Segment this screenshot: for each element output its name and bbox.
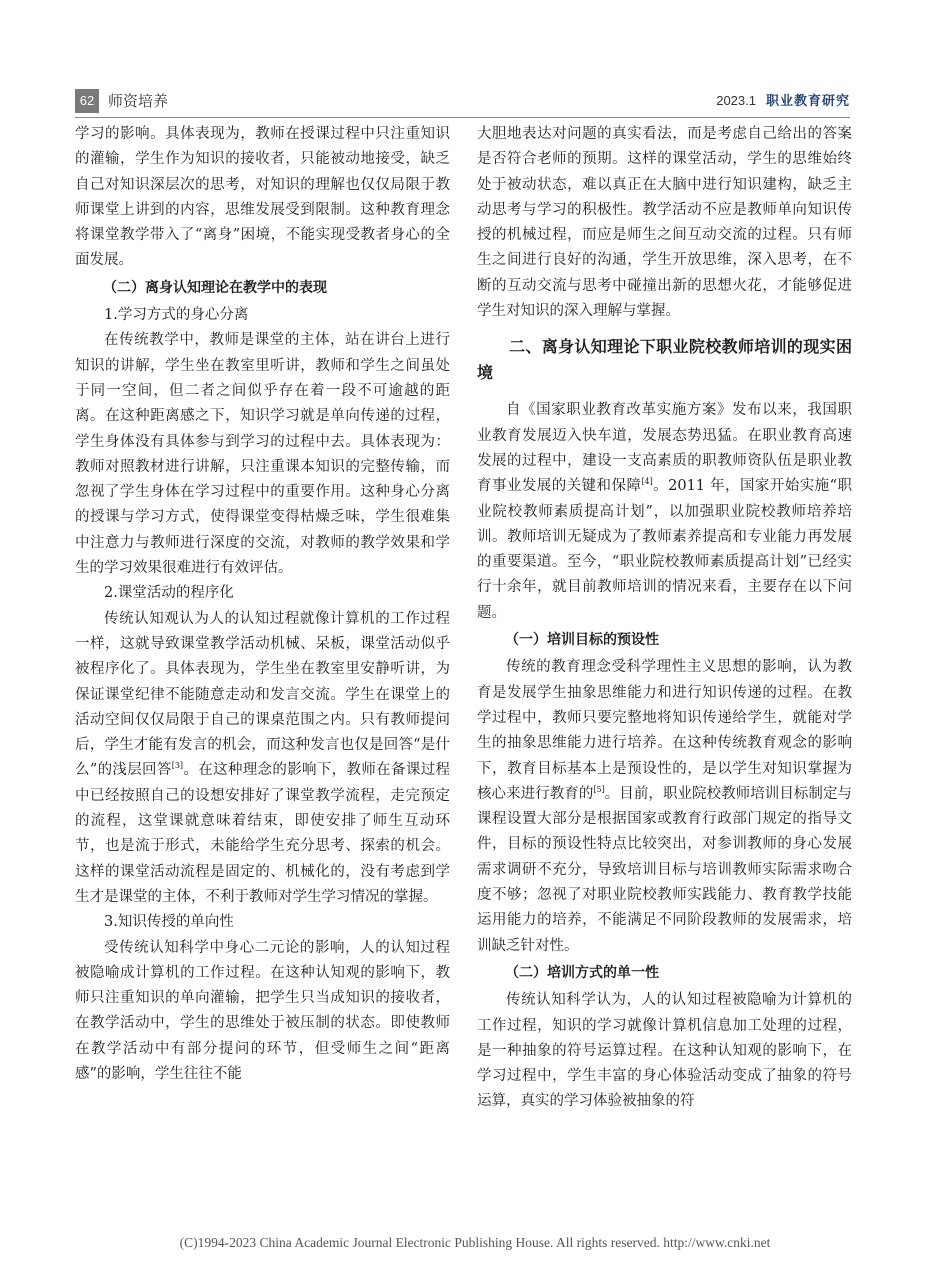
paragraph: 受传统认知科学中身心二元论的影响，人的认知过程被隐喻成计算机的工作过程。在这种认知观的影响下，教师只注重知识的单向灌输，把学生只当成知识的接收者，在教学活动中，学生的思维处于被压制的状态。即使教师在教学活动中有部分提问的环节，但受师生之间“距离感”的影响，学生往往不能 [75,939,450,1082]
subsubsection-heading: 3.知识传授的单向性 [104,914,234,931]
issue-date: 2023.1 [716,93,756,108]
paragraph [477,655,852,959]
subsubsection-heading: 1.学习方式的身心分离 [104,307,249,324]
citation-ref: [4] [641,477,653,487]
page-header [75,86,850,116]
paragraph-text: 传统的教育理念受科学理性主义思想的影响，认为教育是发展学生抽象思维能力和进行知识传递的过程。在教学过程中，教师只要完整地将知识传递给学生，就能对学生的抽象思维能力进行培养。在这种传统教育观念的影响下，教育目标基本上是预设性的，是以学生对知识掌握为核心来进行教育的 [477,659,852,802]
section-title: 师资培养 [108,92,169,110]
paragraph-text: 。目前，职业院校教师培训目标制定与课程设置大部分是根据国家或教育行政部门规定的指导文件，目标的预设性特点比较突出，对参训教师的身心发展需求调研不充分，导致培训目标与培训教师实际需求吻合度不够；忽视了对职业院校教师实践能力、教育教学技能运用能力的培养，不能满足不同阶段教师的发展需求，培训缺乏针对性。 [477,785,853,954]
subsubsection-heading: 2.课堂活动的程序化 [104,585,234,602]
page-number: 62 [75,89,99,113]
paragraph [477,398,852,626]
paragraph [75,607,450,911]
paragraph: 在传统教学中，教师是课堂的主体，站在讲台上进行知识的讲解，学生坐在教室里听讲，教师和学生之间虽处于同一空间，但二者之间似乎存在着一段不可逾越的距离。在这种距离感之下，知识学习就是单向传递的过程，学生身体没有具体参与到学习的过程中去。具体表现为：教师对照教材进行讲解，只注重课本知识的完整传输，而忽视了学生身体在学习过程中的重要作用。这种身心分离的授课与学习方式，使得课堂变得枯燥乏味，学生很难集中注意力与教师进行深度的交流，对教师的教学效果和学生的学习效果很难进行有效评估。 [75,332,450,577]
paragraph-text: 自《国家职业教育改革实施方案》发布以来，我国职业教育发展迈入快车道，发展态势迅猛。在职业教育高速发展的过程中，建设一支高素质的职教师资队伍是职业教育事业发展的关键和保障 [477,402,852,495]
paragraph: 传统认知科学认为，人的认知过程被隐喻为计算机的工作过程，知识的学习就像计算机信息加工处理的过程，是一种抽象的符号运算过程。在这种认知观的影响下，在学习过程中，学生丰富的身心体验活动变成了抽象的符号运算，真实的学习体验被抽象的符 [477,992,852,1110]
paragraph-text: 。在这种理念的影响下，教师在备课过程中已经按照自己的设想安排好了课堂教学流程，走完预定的流程，这堂课就意味着结束，即使安排了师生互动环节，也是流于形式，未能给学生充分思考、探索的机会。这样的课堂活动流程是固定的、机械化的，没有考虑到学生才是课堂的主体，不利于教师对学生学习情况的掌握。 [75,762,450,905]
journal-title: 职业教育研究 [765,94,850,109]
left-column [75,122,450,1087]
subsection-heading: （二）离身认知理论在教学中的表现 [103,279,327,296]
citation-ref: [3] [171,761,184,771]
header-rule [75,117,850,118]
section-heading: 二、离身认知理论下职业院校教师培训的现实困境 [477,337,852,383]
right-column [477,122,852,1115]
journal-info [716,89,850,114]
paragraph-text: 传统认知观认为人的认知过程就像计算机的工作过程一样，这就导致课堂教学活动机械、呆板，课堂活动似乎被程序化了。具体表现为，学生坐在教室里安静听讲，为保证课堂纪律不能随意走动和发言交流。学生在课堂上的活动空间仅仅局限于自己的课桌范围之内。只有教师提问后，学生才能有发言的机会，而这种发言也仅是回答“是什么”的浅层回答 [75,610,450,779]
citation-ref: [5] [593,785,605,794]
copyright-footer: (C)1994-2023 China Academic Journal Electronic Publishing House. All rights reserved. http://www.cnki.net [179,1235,771,1250]
paragraph-text: 。2011 年，国家开始实施“职业院校教师素质提高计划”，以加强职业院校教师培养培训。教师培训无疑成为了教师素养提高和专业能力再发展的重要渠道。至今，“职业院校教师素质提高计划”已经实行十余年，就目前教师培训的情况来看，主要存在以下问题。 [477,478,852,621]
subsection-heading: （二）培训方式的单一性 [505,964,659,981]
paragraph: 学习的影响。具体表现为，教师在授课过程中只注重知识的灌输，学生作为知识的接收者，只能被动地接受，缺乏自己对知识深层次的思考，对知识的理解也仅仅局限于教师课堂上讲到的内容，思维发展受到限制。这种教育理念将课堂教学带入了“离身”困境，不能实现受教者身心的全面发展。 [75,126,450,269]
subsection-heading: （一）培训目标的预设性 [505,632,659,649]
paragraph: 大胆地表达对问题的真实看法，而是考虑自己给出的答案是否符合老师的预期。这样的课堂活动，学生的思维始终处于被动状态，难以真正在大脑中进行知识建构，缺乏主动思考与学习的积极性。教学活动不应是教师单向知识传授的机械过程，而应是师生之间互动交流的过程。只有师生之间进行良好的沟通，学生开放思维，深入思考，在不断的互动交流与思考中碰撞出新的思想火花，才能够促进学生对知识的深入理解与掌握。 [477,126,852,320]
